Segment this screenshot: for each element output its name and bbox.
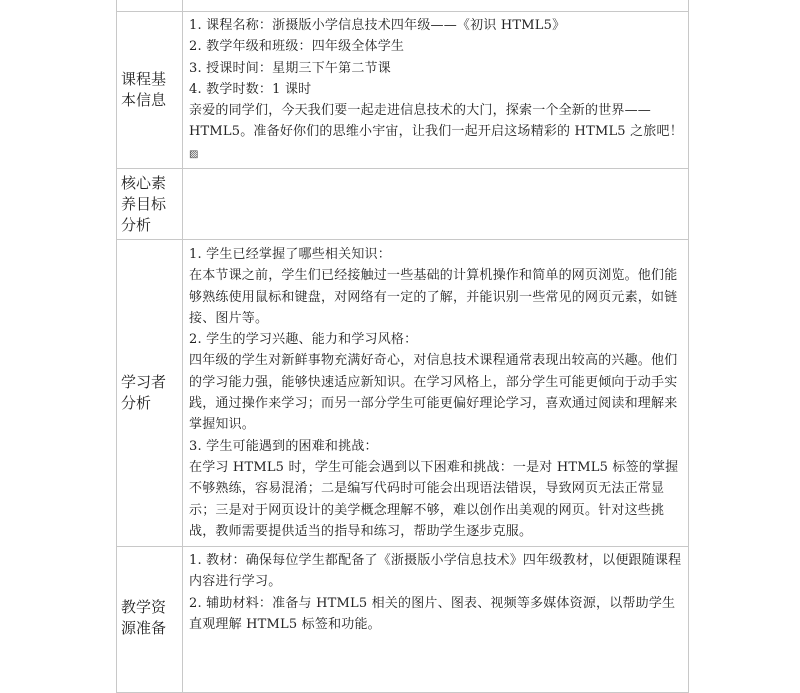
intro-paragraph: 亲爱的同学们，今天我们要一起走进信息技术的大门，探索一个全新的世界——HTML5。准备好你们的思维小宇宙，让我们一起开启这场精彩的 HTML5 之旅吧！ bbox=[189, 103, 683, 140]
resource-item: 2. 辅助材料：准备与 HTML5 相关的图片、图表、视频等多媒体资源，以帮助学生直观理解 HTML5 标签和功能。 bbox=[189, 595, 676, 632]
row-core-literacy bbox=[117, 169, 689, 240]
class-time-line: 3. 授课时间：星期三下午第二节课 bbox=[189, 60, 391, 76]
row-label: 核心素养目标分析 bbox=[117, 169, 183, 240]
course-name-line: 1. 课程名称：浙摄版小学信息技术四年级——《初识 HTML5》 bbox=[189, 18, 566, 33]
section-paragraph: 四年级的学生对新鲜事物充满好奇心，对信息技术课程通常表现出较高的兴趣。他们的学习能力强，能够快速适应新知识。在学习风格上，部分学生可能更倾向于动手实践，通过操作来学习；而另一部分学生可能更偏好理论学习，喜欢通过阅读和理解来掌握知识。 bbox=[189, 353, 678, 433]
lesson-plan-table bbox=[116, 0, 689, 693]
row-content bbox=[183, 547, 689, 693]
top-content-cell bbox=[183, 0, 689, 12]
row-content bbox=[183, 12, 689, 169]
row-content bbox=[183, 240, 689, 547]
table-top-row bbox=[117, 0, 689, 12]
row-teaching-resources bbox=[117, 547, 689, 693]
section-heading: 2. 学生的学习兴趣、能力和学习风格： bbox=[189, 332, 418, 348]
row-label: 课程基本信息 bbox=[117, 12, 183, 169]
row-label: 学习者分析 bbox=[117, 240, 183, 547]
image-placeholder-icon bbox=[189, 143, 684, 165]
resource-item: 1. 教材：确保每位学生都配备了《浙摄版小学信息技术》四年级教材，以便跟随课程内容进行学习。 bbox=[189, 553, 682, 590]
grade-class-line: 2. 教学年级和班级：四年级全体学生 bbox=[189, 39, 405, 55]
section-heading: 1. 学生已经掌握了哪些相关知识： bbox=[189, 247, 391, 262]
placeholder-symbol: ▨ bbox=[189, 148, 199, 160]
row-course-basic-info bbox=[117, 12, 689, 169]
row-content bbox=[183, 169, 689, 240]
section-paragraph: 在学习 HTML5 时，学生可能会遇到以下困难和挑战：一是对 HTML5 标签的掌握不够熟练，容易混淆；二是编写代码时可能会出现语法错误，导致网页无法正常显示；三是对于网页设计的美学概念理解不够，难以创作出美观的网页。针对这些挑战，教师需要提供适当的指导和练习，帮助学生逐步克服。 bbox=[189, 459, 679, 539]
section-heading: 3. 学生可能遇到的困难和挑战： bbox=[189, 438, 378, 454]
section-paragraph: 在本节课之前，学生们已经接触过一些基础的计算机操作和简单的网页浏览。他们能够熟练使用鼠标和键盘，对网络有一定的了解，并能识别一些常见的网页元素，如链接、图片等。 bbox=[189, 268, 678, 326]
top-label-cell bbox=[117, 0, 183, 12]
class-hours-line: 4. 教学时数：1 课时 bbox=[189, 81, 312, 97]
row-label: 教学资源准备 bbox=[117, 547, 183, 693]
row-learner-analysis bbox=[117, 240, 689, 547]
